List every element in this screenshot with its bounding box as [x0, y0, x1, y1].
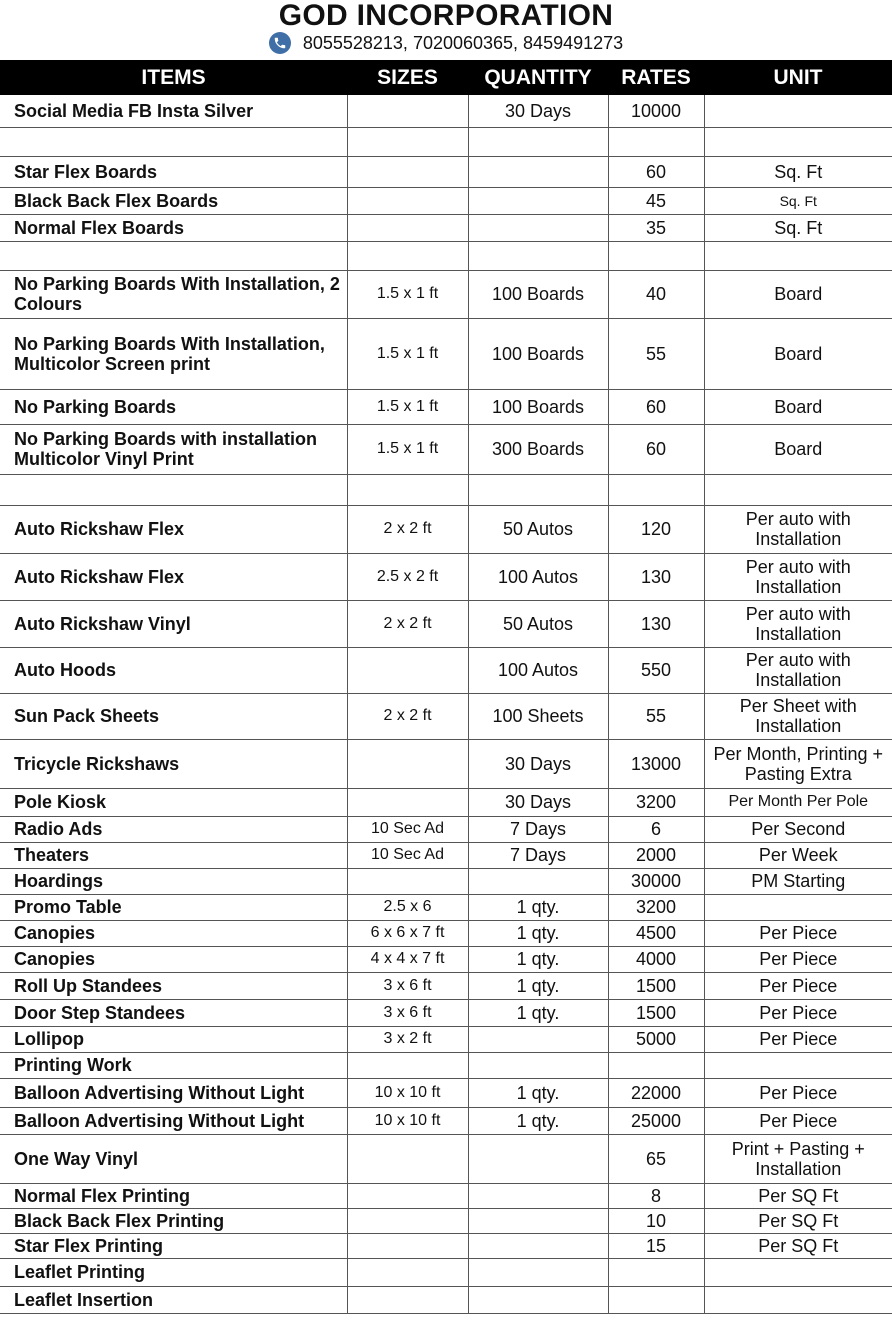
cell-size: 2.5 x 6 [347, 894, 468, 920]
cell-unit: Board [704, 318, 892, 389]
cell-unit: Per Piece [704, 1107, 892, 1134]
table-row [0, 1134, 892, 1183]
cell-rate: 3200 [608, 788, 704, 816]
cell-quantity: 100 Autos [468, 647, 608, 693]
table-row [0, 600, 892, 647]
table-row [0, 693, 892, 739]
table-header-row [0, 60, 892, 95]
table-row [0, 318, 892, 389]
cell-rate: 35 [608, 214, 704, 241]
cell-size [347, 1233, 468, 1258]
table-row [0, 920, 892, 946]
cell-rate: 45 [608, 187, 704, 214]
header-items: ITEMS [0, 60, 347, 95]
table-row [0, 946, 892, 972]
table-row [0, 127, 892, 156]
cell-unit: Per Month Per Pole [704, 788, 892, 816]
cell-item: Balloon Advertising Without Light [0, 1078, 347, 1107]
cell-quantity: 1 qty. [468, 946, 608, 972]
cell-size: 2 x 2 ft [347, 505, 468, 553]
table-row [0, 842, 892, 868]
cell-item: Door Step Standees [0, 999, 347, 1026]
cell-rate: 13000 [608, 739, 704, 788]
cell-quantity: 50 Autos [468, 505, 608, 553]
cell-unit: Per auto with Installation [704, 553, 892, 600]
cell-size [347, 156, 468, 187]
cell-unit: Board [704, 389, 892, 424]
table-row [0, 553, 892, 600]
table-row [0, 187, 892, 214]
cell-size: 4 x 4 x 7 ft [347, 946, 468, 972]
cell-size [347, 868, 468, 894]
cell-size: 2.5 x 2 ft [347, 553, 468, 600]
cell-item [0, 474, 347, 505]
cell-item: Star Flex Printing [0, 1233, 347, 1258]
cell-unit [704, 1286, 892, 1313]
table-row [0, 156, 892, 187]
cell-rate [608, 127, 704, 156]
table-row [0, 1258, 892, 1286]
cell-quantity: 1 qty. [468, 920, 608, 946]
cell-item [0, 241, 347, 270]
cell-unit [704, 894, 892, 920]
cell-quantity [468, 474, 608, 505]
table-row [0, 214, 892, 241]
cell-size [347, 1208, 468, 1233]
cell-unit: Per Second [704, 816, 892, 842]
cell-unit: Per SQ Ft [704, 1183, 892, 1208]
cell-rate: 1500 [608, 972, 704, 999]
table-row [0, 1286, 892, 1313]
cell-rate: 55 [608, 318, 704, 389]
cell-rate [608, 1052, 704, 1078]
cell-quantity: 7 Days [468, 816, 608, 842]
cell-rate [608, 241, 704, 270]
cell-size: 1.5 x 1 ft [347, 318, 468, 389]
cell-size [347, 1052, 468, 1078]
cell-unit [704, 1052, 892, 1078]
cell-quantity: 100 Boards [468, 270, 608, 318]
cell-quantity [468, 214, 608, 241]
cell-item: Tricycle Rickshaws [0, 739, 347, 788]
cell-rate: 55 [608, 693, 704, 739]
cell-size [347, 788, 468, 816]
page-header [0, 0, 892, 60]
cell-size: 2 x 2 ft [347, 693, 468, 739]
table-row [0, 1233, 892, 1258]
table-row [0, 389, 892, 424]
cell-rate: 10000 [608, 95, 704, 127]
cell-quantity: 30 Days [468, 95, 608, 127]
header-quantity: QUANTITY [468, 60, 608, 95]
cell-rate [608, 1258, 704, 1286]
cell-size: 10 Sec Ad [347, 816, 468, 842]
cell-size [347, 474, 468, 505]
cell-unit [704, 1258, 892, 1286]
cell-size: 3 x 6 ft [347, 972, 468, 999]
table-row [0, 999, 892, 1026]
cell-unit: Per Month, Printing + Pasting Extra [704, 739, 892, 788]
cell-unit: Per Piece [704, 999, 892, 1026]
cell-item: Social Media FB Insta Silver [0, 95, 347, 127]
cell-size: 6 x 6 x 7 ft [347, 920, 468, 946]
cell-size: 1.5 x 1 ft [347, 270, 468, 318]
cell-quantity: 100 Autos [468, 553, 608, 600]
cell-unit: Board [704, 424, 892, 474]
header-rates: RATES [608, 60, 704, 95]
cell-unit: Sq. Ft [704, 214, 892, 241]
cell-quantity: 100 Boards [468, 389, 608, 424]
table-row [0, 1208, 892, 1233]
table-row [0, 474, 892, 505]
cell-quantity [468, 187, 608, 214]
cell-item: Normal Flex Printing [0, 1183, 347, 1208]
cell-rate: 3200 [608, 894, 704, 920]
cell-rate: 60 [608, 156, 704, 187]
cell-item: Auto Rickshaw Vinyl [0, 600, 347, 647]
cell-unit: Sq. Ft [704, 187, 892, 214]
cell-unit: Per Piece [704, 972, 892, 999]
table-row [0, 647, 892, 693]
table-row [0, 270, 892, 318]
cell-quantity [468, 127, 608, 156]
cell-item: Radio Ads [0, 816, 347, 842]
cell-quantity [468, 1286, 608, 1313]
cell-item: Auto Rickshaw Flex [0, 553, 347, 600]
table-row [0, 1052, 892, 1078]
cell-quantity: 1 qty. [468, 972, 608, 999]
table-row [0, 424, 892, 474]
cell-unit [704, 241, 892, 270]
cell-item: Lollipop [0, 1026, 347, 1052]
cell-item: Theaters [0, 842, 347, 868]
cell-rate: 60 [608, 389, 704, 424]
cell-quantity [468, 1052, 608, 1078]
cell-rate [608, 474, 704, 505]
cell-rate: 60 [608, 424, 704, 474]
cell-unit: Board [704, 270, 892, 318]
cell-item: Black Back Flex Boards [0, 187, 347, 214]
rate-table [0, 60, 892, 1314]
cell-item: Star Flex Boards [0, 156, 347, 187]
table-row [0, 972, 892, 999]
cell-size [347, 647, 468, 693]
cell-quantity: 30 Days [468, 739, 608, 788]
phone-icon [269, 32, 291, 54]
cell-item: Promo Table [0, 894, 347, 920]
table-row [0, 1026, 892, 1052]
cell-unit: Per Piece [704, 1026, 892, 1052]
cell-item: Leaflet Insertion [0, 1286, 347, 1313]
cell-size: 10 x 10 ft [347, 1078, 468, 1107]
cell-quantity [468, 156, 608, 187]
cell-rate: 40 [608, 270, 704, 318]
cell-item: No Parking Boards with installation Multicolor Vinyl Print [0, 424, 347, 474]
cell-item: Hoardings [0, 868, 347, 894]
cell-rate: 25000 [608, 1107, 704, 1134]
cell-size [347, 95, 468, 127]
cell-item: Black Back Flex Printing [0, 1208, 347, 1233]
cell-quantity: 100 Sheets [468, 693, 608, 739]
table-body [0, 95, 892, 1313]
cell-rate: 5000 [608, 1026, 704, 1052]
table-row [0, 505, 892, 553]
cell-item: Canopies [0, 946, 347, 972]
cell-item: Balloon Advertising Without Light [0, 1107, 347, 1134]
cell-item: Pole Kiosk [0, 788, 347, 816]
cell-size: 1.5 x 1 ft [347, 389, 468, 424]
cell-rate: 22000 [608, 1078, 704, 1107]
cell-quantity: 7 Days [468, 842, 608, 868]
cell-unit: Per auto with Installation [704, 647, 892, 693]
cell-rate: 4000 [608, 946, 704, 972]
cell-quantity [468, 1233, 608, 1258]
cell-quantity [468, 241, 608, 270]
cell-item: Auto Rickshaw Flex [0, 505, 347, 553]
cell-unit: Per Sheet with Installation [704, 693, 892, 739]
cell-unit: Per SQ Ft [704, 1233, 892, 1258]
cell-unit: Sq. Ft [704, 156, 892, 187]
table-row [0, 241, 892, 270]
cell-item: No Parking Boards With Installation, Multicolor Screen print [0, 318, 347, 389]
table-row [0, 1183, 892, 1208]
cell-rate: 550 [608, 647, 704, 693]
cell-rate: 10 [608, 1208, 704, 1233]
cell-size: 10 Sec Ad [347, 842, 468, 868]
cell-item: Roll Up Standees [0, 972, 347, 999]
cell-size [347, 1183, 468, 1208]
phone-numbers: 8055528213, 7020060365, 8459491273 [302, 33, 624, 53]
cell-unit: PM Starting [704, 868, 892, 894]
cell-item: Sun Pack Sheets [0, 693, 347, 739]
cell-unit: Per SQ Ft [704, 1208, 892, 1233]
cell-size: 3 x 6 ft [347, 999, 468, 1026]
cell-unit: Per Piece [704, 920, 892, 946]
cell-item: Auto Hoods [0, 647, 347, 693]
table-row [0, 95, 892, 127]
header-unit: UNIT [704, 60, 892, 95]
cell-size: 1.5 x 1 ft [347, 424, 468, 474]
cell-size [347, 1258, 468, 1286]
cell-size: 2 x 2 ft [347, 600, 468, 647]
cell-item [0, 127, 347, 156]
table-row [0, 816, 892, 842]
cell-item: One Way Vinyl [0, 1134, 347, 1183]
cell-size [347, 241, 468, 270]
table-row [0, 788, 892, 816]
cell-unit [704, 474, 892, 505]
company-title: GOD INCORPORATION [278, 0, 614, 32]
cell-quantity: 1 qty. [468, 1078, 608, 1107]
cell-rate: 2000 [608, 842, 704, 868]
cell-unit: Per Piece [704, 946, 892, 972]
cell-size: 3 x 2 ft [347, 1026, 468, 1052]
cell-unit: Per auto with Installation [704, 505, 892, 553]
cell-rate [608, 1286, 704, 1313]
cell-unit: Print + Pasting + Installation [704, 1134, 892, 1183]
cell-unit [704, 95, 892, 127]
cell-size [347, 187, 468, 214]
cell-quantity [468, 1026, 608, 1052]
cell-quantity [468, 1134, 608, 1183]
cell-quantity: 30 Days [468, 788, 608, 816]
cell-size [347, 739, 468, 788]
cell-rate: 15 [608, 1233, 704, 1258]
cell-item: No Parking Boards With Installation, 2 Colours [0, 270, 347, 318]
cell-item: Normal Flex Boards [0, 214, 347, 241]
cell-unit: Per Piece [704, 1078, 892, 1107]
cell-quantity: 1 qty. [468, 1107, 608, 1134]
header-sizes: SIZES [347, 60, 468, 95]
cell-rate: 130 [608, 600, 704, 647]
cell-rate: 65 [608, 1134, 704, 1183]
cell-rate: 8 [608, 1183, 704, 1208]
cell-rate: 120 [608, 505, 704, 553]
cell-item: No Parking Boards [0, 389, 347, 424]
cell-quantity: 50 Autos [468, 600, 608, 647]
cell-size: 10 x 10 ft [347, 1107, 468, 1134]
contact-row [0, 32, 892, 54]
cell-quantity: 300 Boards [468, 424, 608, 474]
cell-item: Canopies [0, 920, 347, 946]
table-row [0, 894, 892, 920]
cell-rate: 1500 [608, 999, 704, 1026]
cell-rate: 6 [608, 816, 704, 842]
cell-quantity [468, 868, 608, 894]
cell-quantity [468, 1183, 608, 1208]
cell-unit [704, 127, 892, 156]
cell-size [347, 1134, 468, 1183]
cell-unit: Per auto with Installation [704, 600, 892, 647]
cell-quantity [468, 1258, 608, 1286]
cell-quantity: 1 qty. [468, 894, 608, 920]
table-row [0, 1107, 892, 1134]
cell-rate: 30000 [608, 868, 704, 894]
table-row [0, 1078, 892, 1107]
cell-quantity: 1 qty. [468, 999, 608, 1026]
cell-item: Printing Work [0, 1052, 347, 1078]
cell-quantity: 100 Boards [468, 318, 608, 389]
cell-size [347, 214, 468, 241]
cell-rate: 4500 [608, 920, 704, 946]
cell-size [347, 127, 468, 156]
table-row [0, 868, 892, 894]
cell-rate: 130 [608, 553, 704, 600]
cell-quantity [468, 1208, 608, 1233]
cell-unit: Per Week [704, 842, 892, 868]
table-row [0, 739, 892, 788]
cell-size [347, 1286, 468, 1313]
cell-item: Leaflet Printing [0, 1258, 347, 1286]
